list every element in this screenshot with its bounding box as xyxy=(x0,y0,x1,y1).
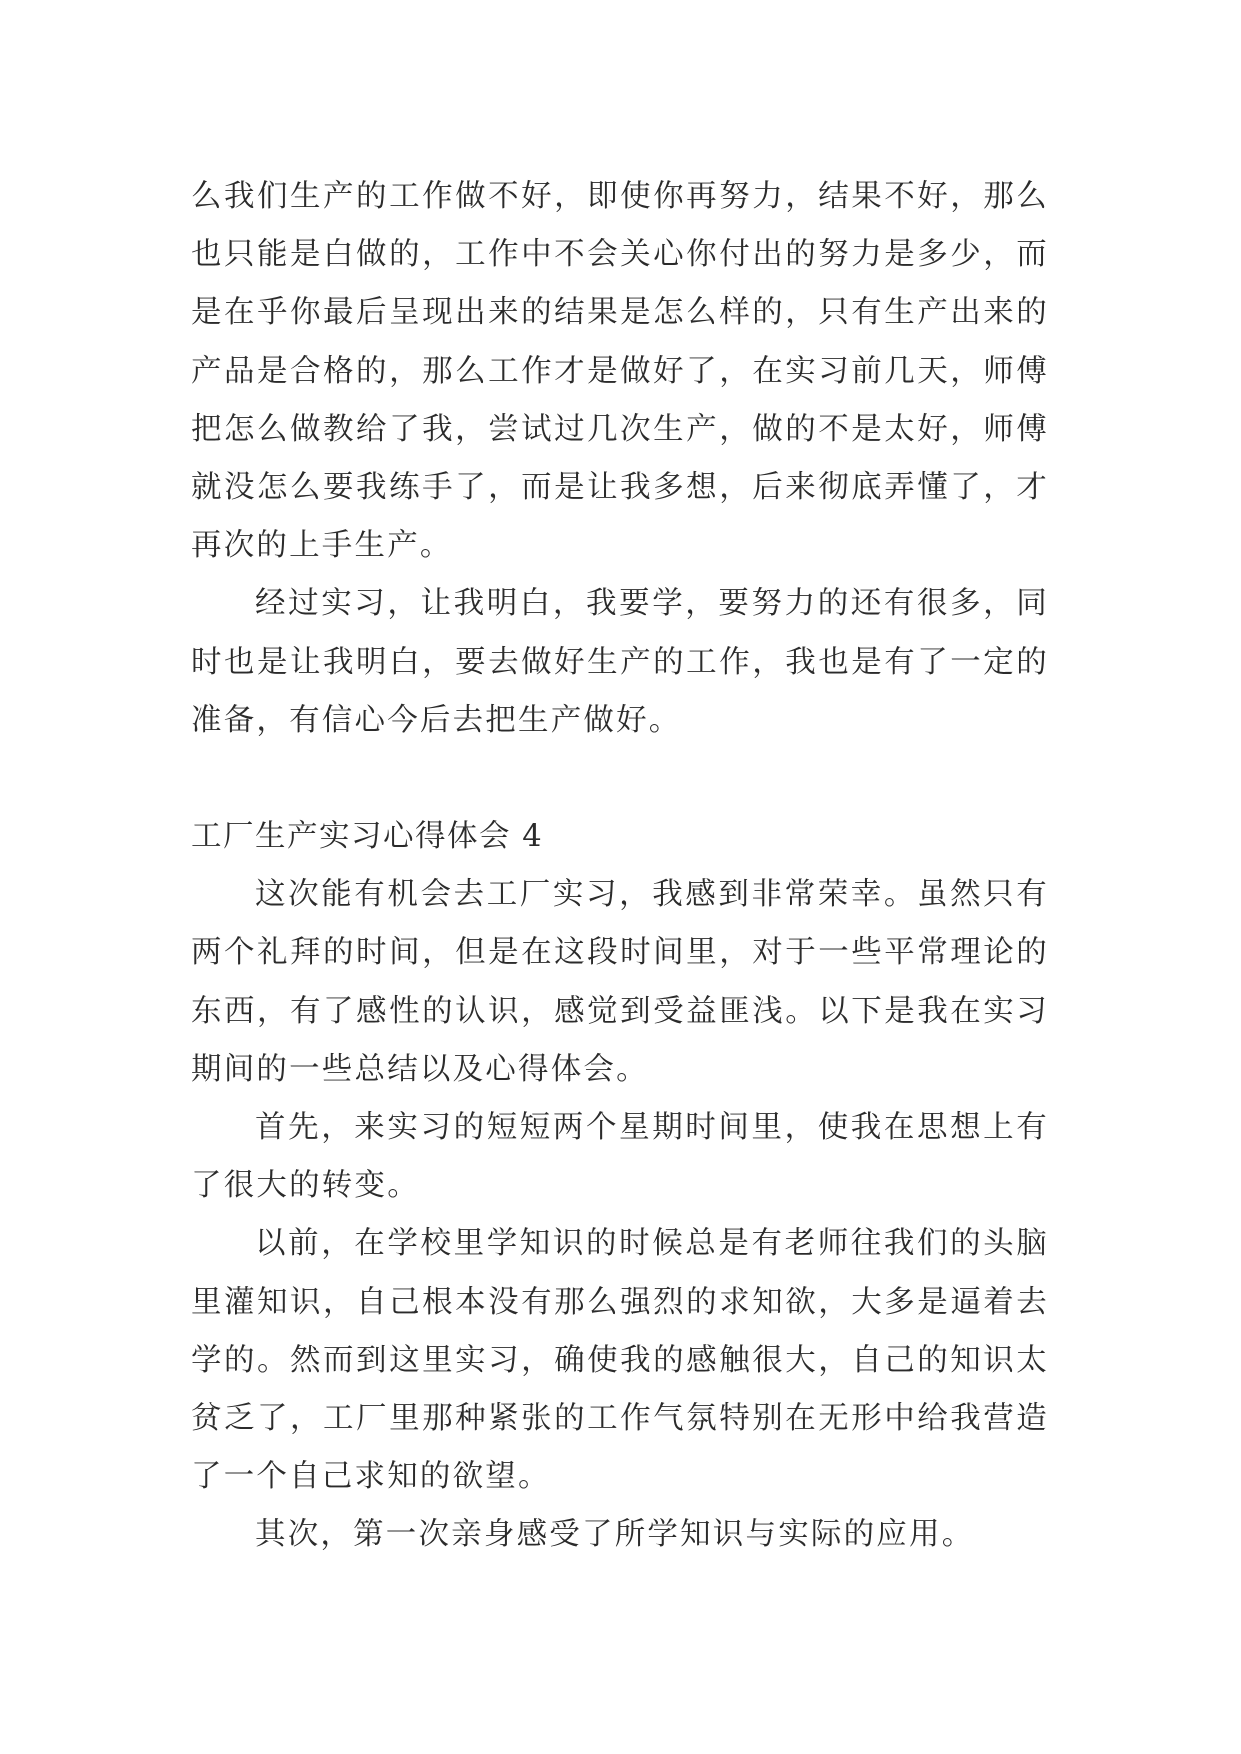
paragraph: 以前，在学校里学知识的时候总是有老师往我们的头脑里灌知识，自己根本没有那么强烈的求知欲，大多是逼着去学的。然而到这里实习，确使我的感触很大，自己的知识太贫乏了，工厂里那种紧张的工作气氛特别在无形中给我营造了一个自己求知的欲望。 xyxy=(191,1226,1049,1495)
paragraph: 其次，第一次亲身感受了所学知识与实际的应用。 xyxy=(255,1517,975,1553)
document-body xyxy=(191,168,1049,1565)
paragraph: 首先，来实习的短短两个星期时间里，使我在思想上有了很大的转变。 xyxy=(191,1110,1049,1204)
section-title: 工厂生产实习心得体会 4 xyxy=(191,819,544,855)
paragraph-continued: 么我们生产的工作做不好，即使你再努力，结果不好，那么也只能是白做的，工作中不会关心你付出的努力是多少，而是在乎你最后呈现出来的结果是怎么样的，只有生产出来的产品是合格的，那么工作才是做好了，在实习前几天，师傅把怎么做教给了我，尝试过几次生产，做的不是太好，师傅就没怎么要我练手了，而是让我多想，后来彻底弄懂了，才再次的上手生产。 xyxy=(191,179,1049,564)
paragraph: 这次能有机会去工厂实习，我感到非常荣幸。虽然只有两个礼拜的时间，但是在这段时间里，对于一些平常理论的东西，有了感性的认识，感觉到受益匪浅。以下是我在实习期间的一些总结以及心得体会。 xyxy=(191,877,1049,1087)
paragraph: 经过实习，让我明白，我要学，要努力的还有很多，同时也是让我明白，要去做好生产的工作，我也是有了一定的准备，有信心今后去把生产做好。 xyxy=(191,586,1049,738)
